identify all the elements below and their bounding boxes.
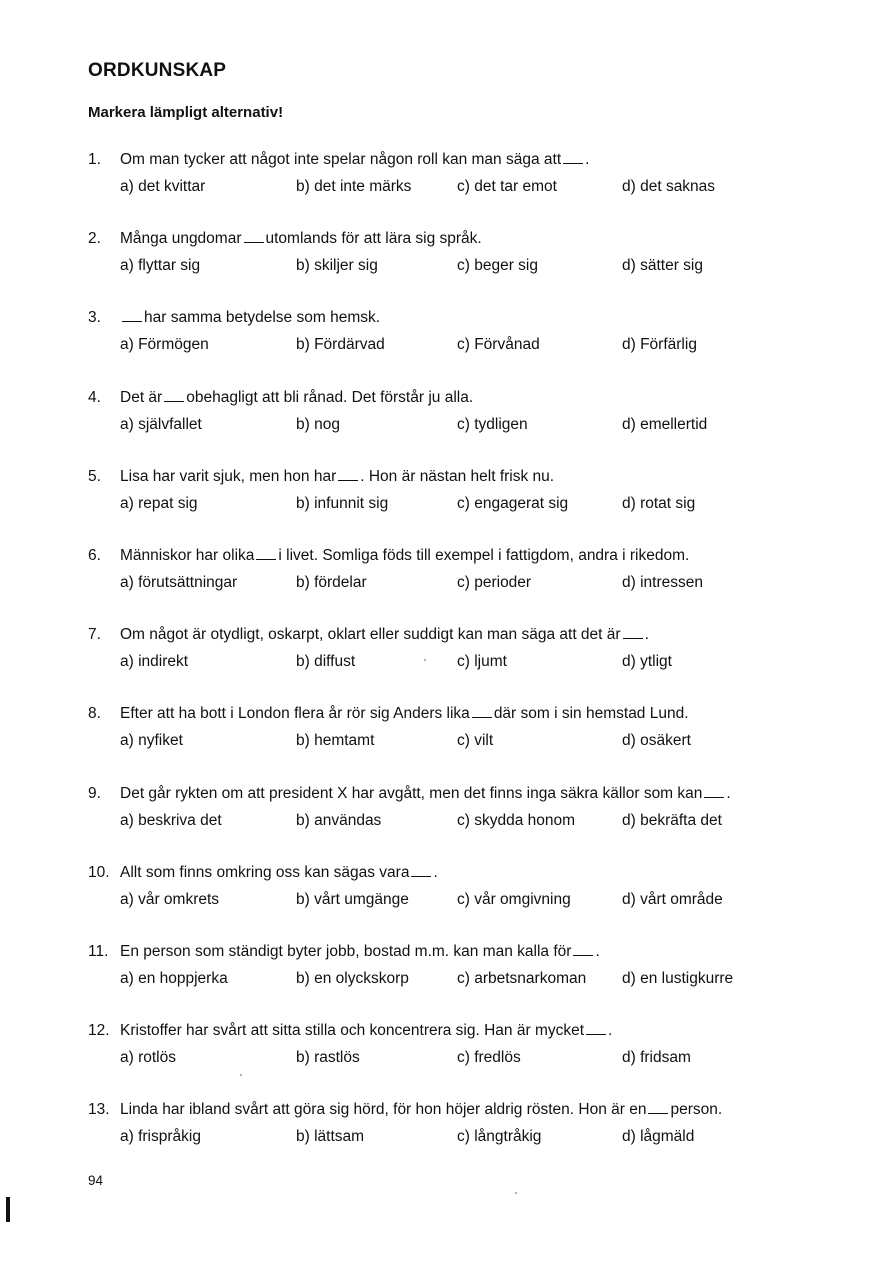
question-text <box>120 705 689 723</box>
question-text <box>120 1022 612 1040</box>
question-item <box>0 864 893 924</box>
question-text <box>120 151 589 169</box>
option-a[interactable]: a) det kvittar <box>120 178 206 195</box>
option-d[interactable]: d) intressen <box>622 574 703 591</box>
answer-blank <box>411 875 431 877</box>
question-text-before: Människor har olika <box>120 547 255 564</box>
option-c[interactable]: c) vilt <box>457 732 494 749</box>
question-item <box>0 1022 893 1082</box>
question-number: 10. <box>88 864 110 881</box>
question-text <box>120 785 731 803</box>
question-item <box>0 785 893 845</box>
question-text-after: där som i sin hemstad Lund. <box>493 705 689 722</box>
option-d[interactable]: d) emellertid <box>622 416 708 433</box>
option-a[interactable]: a) en hoppjerka <box>120 970 228 987</box>
option-c[interactable]: c) skydda honom <box>457 812 576 829</box>
option-d[interactable]: d) sätter sig <box>622 257 703 274</box>
option-a[interactable]: a) vår omkrets <box>120 891 220 908</box>
question-item <box>0 309 893 369</box>
question-text <box>120 1101 722 1119</box>
scan-speck <box>424 659 426 661</box>
question-text-after: har samma betydelse som hemsk. <box>144 309 381 326</box>
option-d[interactable]: d) ytligt <box>622 653 672 670</box>
answer-blank <box>563 162 583 164</box>
question-text-before: En person som ständigt byter jobb, bostad m.m. kan man kalla för <box>120 943 572 960</box>
question-text <box>120 943 600 961</box>
question-number: 7. <box>88 626 101 643</box>
question-text-before: Om man tycker att något inte spelar någon roll kan man säga att <box>120 151 562 168</box>
option-b[interactable]: b) lättsam <box>296 1128 365 1145</box>
question-text-before: Kristoffer har svårt att sitta stilla och koncentrera sig. Han är mycket <box>120 1022 585 1039</box>
question-text-after: person. <box>670 1101 723 1118</box>
option-b[interactable]: b) användas <box>296 812 382 829</box>
question-item <box>0 626 893 686</box>
question-text-before: Allt som finns omkring oss kan sägas vara <box>120 864 410 881</box>
question-text-before: Om något är otydligt, oskarpt, oklart eller suddigt kan man säga att det är <box>120 626 621 643</box>
option-d[interactable]: d) osäkert <box>622 732 691 749</box>
question-text-after: . <box>595 943 600 960</box>
question-text-after: . Hon är nästan helt frisk nu. <box>360 468 555 485</box>
question-text-after: obehagligt att bli rånad. Det förstår ju alla. <box>186 389 474 406</box>
question-item <box>0 468 893 528</box>
question-text <box>120 468 554 486</box>
question-item <box>0 547 893 607</box>
option-a[interactable]: a) nyfiket <box>120 732 183 749</box>
option-a[interactable]: a) förutsättningar <box>120 574 238 591</box>
option-d[interactable]: d) en lustigkurre <box>622 970 734 987</box>
option-b[interactable]: b) en olyckskorp <box>296 970 409 987</box>
option-d[interactable]: d) det saknas <box>622 178 716 195</box>
option-a[interactable]: a) beskriva det <box>120 812 222 829</box>
question-item <box>0 151 893 211</box>
question-text-after: . <box>585 151 590 168</box>
option-d[interactable]: d) Förfärlig <box>622 336 697 353</box>
page-number: 94 <box>88 1173 104 1188</box>
question-text <box>120 547 689 565</box>
option-c[interactable]: c) det tar emot <box>457 178 557 195</box>
option-b[interactable]: b) skiljer sig <box>296 257 378 274</box>
option-a[interactable]: a) frispråkig <box>120 1128 201 1145</box>
answer-blank <box>338 479 358 481</box>
question-number: 5. <box>88 468 101 485</box>
answer-blank <box>164 400 184 402</box>
question-number: 11. <box>88 943 109 960</box>
question-item <box>0 389 893 449</box>
option-d[interactable]: d) rotat sig <box>622 495 696 512</box>
question-text-after: . <box>608 1022 613 1039</box>
question-number: 2. <box>88 230 101 247</box>
question-number: 1. <box>88 151 101 168</box>
question-text-before: Det är <box>120 389 163 406</box>
answer-blank <box>586 1033 606 1035</box>
question-number: 12. <box>88 1022 110 1039</box>
option-d[interactable]: d) bekräfta det <box>622 812 722 829</box>
answer-blank <box>573 954 593 956</box>
answer-blank <box>623 637 643 639</box>
question-text <box>120 864 438 882</box>
page-title: ORDKUNSKAP <box>88 60 227 81</box>
question-number: 9. <box>88 785 101 802</box>
question-text-after: . <box>433 864 438 881</box>
question-text-after: i livet. Somliga föds till exempel i fattigdom, andra i rikedom. <box>278 547 690 564</box>
option-c[interactable]: c) Förvånad <box>457 336 540 353</box>
option-c[interactable]: c) engagerat sig <box>457 495 569 512</box>
question-number: 6. <box>88 547 101 564</box>
question-text-before: Efter att ha bott i London flera år rör sig Anders lika <box>120 705 470 722</box>
question-text-before: Lisa har varit sjuk, men hon har <box>120 468 337 485</box>
option-a[interactable]: a) rotlös <box>120 1049 176 1066</box>
option-c[interactable]: c) långtråkig <box>457 1128 542 1145</box>
question-item <box>0 1101 893 1161</box>
option-b[interactable]: b) det inte märks <box>296 178 412 195</box>
scan-speck <box>240 1074 242 1076</box>
option-a[interactable]: a) Förmögen <box>120 336 209 353</box>
answer-blank <box>256 558 276 560</box>
option-c[interactable]: c) vår omgivning <box>457 891 571 908</box>
option-d[interactable]: d) fridsam <box>622 1049 691 1066</box>
margin-mark <box>6 1197 10 1222</box>
question-number: 13. <box>88 1101 110 1118</box>
answer-blank <box>122 320 142 322</box>
question-text <box>120 309 380 327</box>
option-b[interactable]: b) diffust <box>296 653 356 670</box>
option-b[interactable]: b) fördelar <box>296 574 367 591</box>
question-text <box>120 230 482 248</box>
answer-blank <box>472 716 492 718</box>
option-a[interactable]: a) självfallet <box>120 416 202 433</box>
option-d[interactable]: d) vårt område <box>622 891 723 908</box>
question-text-after: . <box>644 626 649 643</box>
option-c[interactable]: c) ljumt <box>457 653 507 670</box>
option-a[interactable]: a) flyttar sig <box>120 257 201 274</box>
question-text <box>120 626 649 644</box>
option-c[interactable]: c) arbetsnarkoman <box>457 970 587 987</box>
option-b[interactable]: b) hemtamt <box>296 732 375 749</box>
option-b[interactable]: b) rastlös <box>296 1049 360 1066</box>
instruction-text: Markera lämpligt alternativ! <box>88 104 284 121</box>
option-c[interactable]: c) tydligen <box>457 416 528 433</box>
question-text-before: Det går rykten om att president X har avgått, men det finns inga säkra källor som kan <box>120 785 703 802</box>
option-a[interactable]: a) repat sig <box>120 495 198 512</box>
question-text <box>120 389 473 407</box>
answer-blank <box>244 241 264 243</box>
question-text-before: Linda har ibland svårt att göra sig hörd, för hon höjer aldrig rösten. Hon är en <box>120 1101 647 1118</box>
option-b[interactable]: b) nog <box>296 416 340 433</box>
option-a[interactable]: a) indirekt <box>120 653 189 670</box>
question-number: 4. <box>88 389 101 406</box>
option-c[interactable]: c) beger sig <box>457 257 538 274</box>
question-item <box>0 230 893 290</box>
question-text-after: utomlands för att lära sig språk. <box>265 230 482 247</box>
question-number: 3. <box>88 309 101 326</box>
option-b[interactable]: b) infunnit sig <box>296 495 389 512</box>
answer-blank <box>704 796 724 798</box>
question-text-before: Många ungdomar <box>120 230 242 247</box>
option-d[interactable]: d) lågmäld <box>622 1128 695 1145</box>
scan-speck <box>515 1192 517 1194</box>
question-number: 8. <box>88 705 101 722</box>
question-item <box>0 705 893 765</box>
option-c[interactable]: c) perioder <box>457 574 532 591</box>
option-b[interactable]: b) vårt umgänge <box>296 891 409 908</box>
option-b[interactable]: b) Fördärvad <box>296 336 385 353</box>
option-c[interactable]: c) fredlös <box>457 1049 521 1066</box>
question-item <box>0 943 893 1003</box>
question-text-after: . <box>726 785 731 802</box>
answer-blank <box>648 1112 668 1114</box>
